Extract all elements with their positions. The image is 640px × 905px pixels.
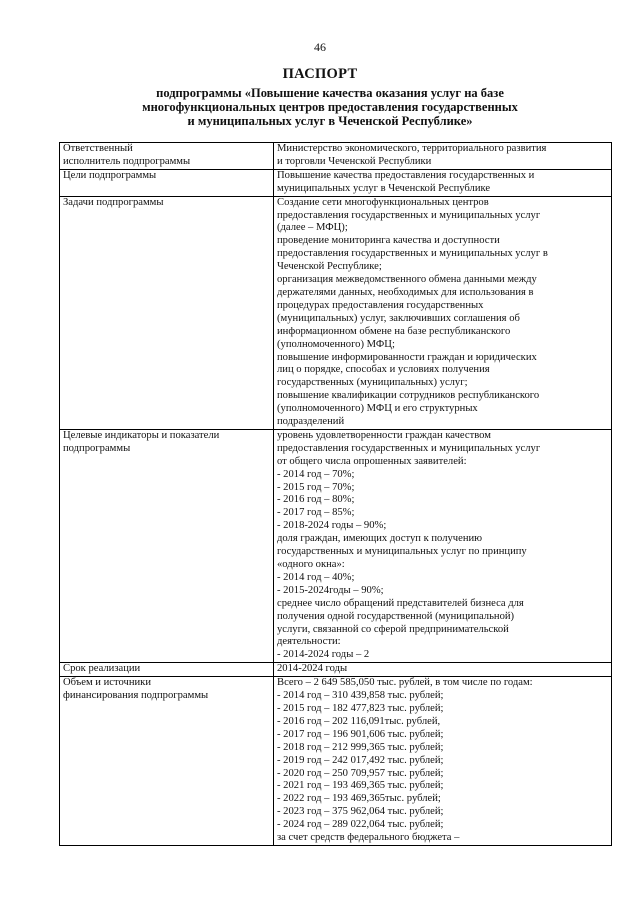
row-value-line: - 2017 год – 85%;	[277, 507, 355, 519]
row-value-line: муниципальных услуг в Чеченской Республике	[277, 182, 491, 194]
row-value-line: государственных (муниципальных) услуг;	[277, 377, 468, 389]
row-value-line: - 2019 год – 242 017,492 тыс. рублей;	[277, 754, 444, 766]
row-value-line: Всего – 2 649 585,050 тыс. рублей, в том числе по годам:	[277, 677, 533, 689]
passport-row	[60, 143, 612, 170]
row-value-line: - 2015 год – 70%;	[277, 481, 355, 493]
row-value-line: получения одной государственной (муниципальной)	[277, 610, 515, 622]
row-value-line: предоставления государственных и муниципальных услуг в	[277, 248, 548, 260]
row-value-cell	[274, 663, 612, 677]
row-value-line: (муниципальных) услуг, заключивших соглашения об	[277, 312, 520, 324]
row-value-cell	[274, 196, 612, 429]
row-value-line: 2014-2024 годы	[277, 663, 348, 675]
row-value-line: деятельности:	[277, 636, 341, 648]
row-label-line: исполнитель подпрограммы	[63, 155, 191, 167]
row-value-line: Министерство экономического, территориального развития	[277, 143, 547, 154]
row-label-line: Ответственный	[63, 143, 133, 154]
row-value-cell	[274, 169, 612, 196]
row-value-line: от общего числа опрошенных заявителей:	[277, 455, 467, 467]
row-label-cell	[60, 169, 274, 196]
row-value-line: лиц о порядке, способах и условиях получения	[277, 364, 490, 376]
row-value-line: (уполномоченного) МФЦ;	[277, 338, 395, 350]
subtitle-line: подпрограммы «Повышение качества оказания услуг на базе	[156, 86, 504, 100]
row-value-line: проведение мониторинга качества и доступности	[277, 235, 500, 247]
row-value-line: Повышение качества предоставления государственных и	[277, 169, 535, 181]
row-label-cell	[60, 663, 274, 677]
row-value-line: (уполномоченного) МФЦ и его структурных	[277, 403, 478, 415]
row-label-line: Объем и источники	[63, 677, 151, 689]
row-value-cell	[274, 143, 612, 170]
passport-row	[60, 677, 612, 846]
row-value-line: - 2014 год – 40%;	[277, 571, 355, 583]
subtitle-line: многофункциональных центров предоставления государственных	[142, 100, 518, 114]
row-value-line: - 2016 год – 80%;	[277, 494, 355, 506]
row-value-line: за счет средств федерального бюджета –	[277, 832, 460, 844]
row-label-line: Задачи подпрограммы	[63, 196, 164, 208]
row-value-line: - 2023 год – 375 962,064 тыс. рублей;	[277, 806, 444, 818]
row-value-cell	[274, 677, 612, 846]
row-value-line: - 2014 год – 70%;	[277, 468, 355, 480]
row-label-cell	[60, 196, 274, 429]
row-value-line: предоставления государственных и муниципальных услуг	[277, 209, 541, 221]
row-value-line: - 2017 год – 196 901,606 тыс. рублей;	[277, 728, 444, 740]
row-value-line: - 2015 год – 182 477,823 тыс. рублей;	[277, 702, 444, 714]
row-label-cell	[60, 429, 274, 662]
row-value-line: - 2014 год – 310 439,858 тыс. рублей;	[277, 690, 444, 702]
row-value-line: держателями данных, необходимых для использования в	[277, 286, 534, 298]
row-value-line: государственных и муниципальных услуг по принципу	[277, 546, 527, 558]
row-label-line: подпрограммы	[63, 442, 131, 454]
row-value-line: среднее число обращений представителей бизнеса для	[277, 597, 524, 609]
row-value-line: - 2016 год – 202 116,091тыс. рублей,	[277, 715, 441, 727]
row-value-line: Чеченской Республике;	[277, 261, 382, 273]
row-value-line: подразделений	[277, 416, 345, 428]
row-value-line: - 2021 год – 193 469,365 тыс. рублей;	[277, 780, 444, 792]
page-number: 46	[314, 40, 326, 54]
passport-row	[60, 429, 612, 662]
document-title: ПАСПОРТ	[282, 66, 358, 82]
row-label-line: Срок реализации	[63, 663, 141, 675]
row-value-line: - 2014-2024 годы – 2	[277, 649, 370, 661]
row-value-line: информационном обмене на базе республиканского	[277, 325, 511, 337]
row-value-line: предоставления государственных и муниципальных услуг	[277, 442, 541, 454]
passport-row	[60, 169, 612, 196]
document-subtitle	[60, 86, 600, 128]
row-label-cell	[60, 143, 274, 170]
row-value-line: - 2022 год – 193 469,365тыс. рублей;	[277, 793, 441, 805]
row-value-line: (далее – МФЦ);	[277, 222, 348, 234]
subtitle-line: и муниципальных услуг в Чеченской Республике»	[187, 114, 473, 128]
row-value-line: - 2020 год – 250 709,957 тыс. рублей;	[277, 767, 444, 779]
row-value-cell	[274, 429, 612, 662]
row-value-line: доля граждан, имеющих доступ к получению	[277, 533, 483, 545]
row-label-cell	[60, 677, 274, 846]
row-value-line: - 2018 год – 212 999,365 тыс. рублей;	[277, 741, 444, 753]
passport-row	[60, 196, 612, 429]
row-value-line: организация межведомственного обмена данными между	[277, 274, 537, 286]
passport-table	[59, 142, 612, 846]
row-label-line: финансирования подпрограммы	[63, 690, 209, 702]
row-value-line: и торговли Чеченской Республики	[277, 155, 432, 167]
row-value-line: уровень удовлетворенности граждан качеством	[277, 429, 491, 441]
row-value-line: повышение квалификации сотрудников республиканского	[277, 390, 540, 402]
passport-table-body	[60, 143, 612, 846]
row-value-line: процедурах предоставления государственных	[277, 299, 484, 311]
row-value-line: - 2015-2024годы – 90%;	[277, 584, 384, 596]
passport-row	[60, 663, 612, 677]
row-value-line: Создание сети многофункциональных центров	[277, 196, 489, 208]
row-value-line: «одного окна»:	[277, 559, 345, 570]
row-value-line: услуги, связанной со сферой предпринимательской	[277, 623, 509, 635]
row-value-line: повышение информированности граждан и юридических	[277, 351, 537, 363]
row-label-line: Цели подпрограммы	[63, 169, 157, 181]
row-value-line: - 2018-2024 годы – 90%;	[277, 520, 387, 532]
row-value-line: - 2024 год – 289 022,064 тыс. рублей;	[277, 819, 444, 831]
row-label-line: Целевые индикаторы и показатели	[63, 429, 220, 441]
